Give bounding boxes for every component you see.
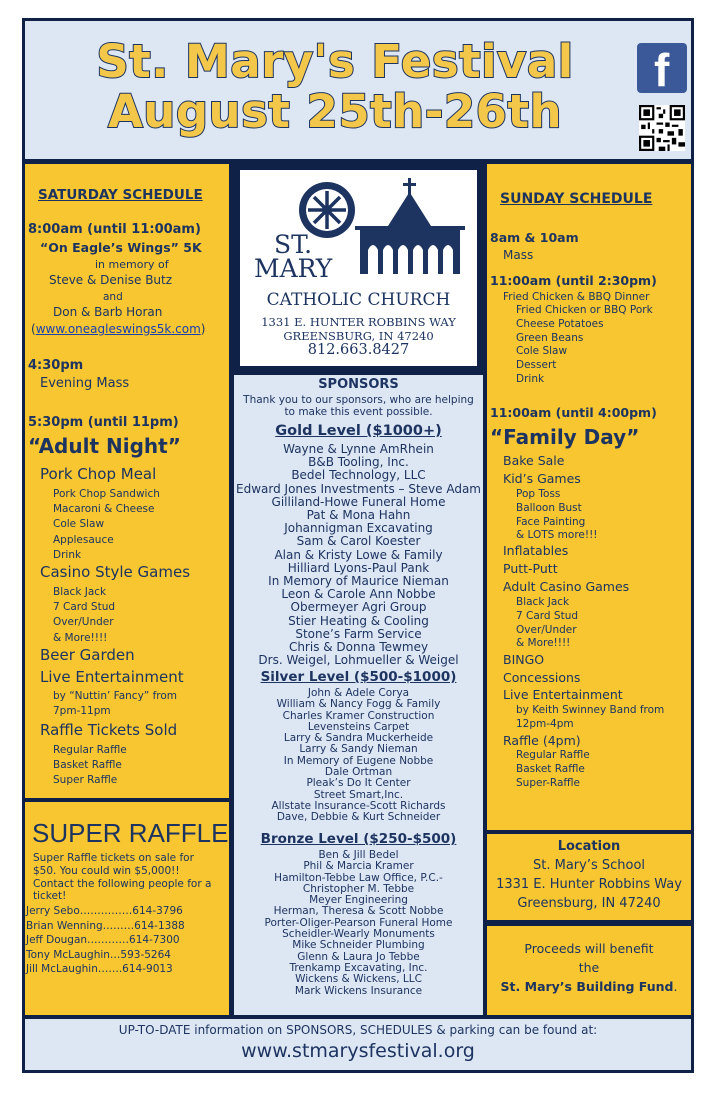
gold-sponsor: Edward Jones Investments – Steve Adam [236,481,481,496]
festival-title: St. Mary's Festival [96,35,574,88]
silver-sponsor: Dave, Debbie & Kurt Schneider [276,811,441,824]
run-url-link[interactable]: www.oneagleswings5k.com [35,322,201,336]
gold-sponsor: Gilliland-Howe Funeral Home [271,494,446,509]
sunday-casino-item: 7 Card Stud [516,609,579,622]
gold-sponsor: Alan & Kristy Lowe & Family [274,547,443,562]
run-and: and [103,291,123,303]
church-address: 1331 E. HUNTER ROBBINS WAY [261,315,456,329]
gold-sponsor: Chris & Donna Tewmey [288,640,429,655]
facebook-icon[interactable]: f [637,43,687,93]
raffle-items [53,743,127,789]
location-address: 1331 E. Hunter Robbins Way [496,877,682,892]
pork-chop-items [53,487,160,563]
super-raffle-contact: Jeff Dougan…………614-7300 [26,934,180,946]
super-raffle-contact: Brian Wenning………614-1388 [26,919,185,932]
location-city: Greensburg, IN 47240 [517,896,661,911]
gold-level-heading: Gold Level ($1000+) [275,423,442,439]
location-name: St. Mary’s School [532,858,646,873]
beer-garden: Beer Garden [40,646,135,664]
run-link: (www.oneagleswings5k.com) [31,322,206,336]
silver-sponsor: William & Nancy Fogg & Family [276,698,441,711]
gold-sponsor: B&B Tooling, Inc. [308,455,409,470]
bronze-sponsor: Mark Wickens Insurance [294,984,423,997]
sunday-casino-items [516,596,578,651]
gold-sponsor: Stier Heating & Cooling [288,613,429,628]
super-raffle-text-line: $50. You could win $5,000!! [33,864,180,877]
raffle-tickets: Raffle Tickets Sold [40,721,178,739]
gold-sponsor: Wayne & Lynne AmRhein [283,442,434,456]
silver-sponsors-list [234,688,483,824]
run-time: 8:00am (until 11:00am) [28,222,201,237]
footer-website-link[interactable]: www.stmarysfestival.org [241,1040,475,1062]
live-time: 7pm-11pm [53,705,111,717]
sponsors-heading: SPONSORS [318,377,399,392]
silver-sponsor: Allstate Insurance-Scott Richards [271,799,446,812]
kids-game-item: Balloon Bust [516,501,582,514]
kids-games-items [516,488,598,543]
pork-chop-item: Applesauce [53,533,114,546]
footer [25,1019,691,1070]
bronze-sponsor: Meyer Engineering [309,894,408,907]
super-raffle-contacts [26,904,185,977]
bronze-sponsor: Mike Schneider Plumbing [292,939,425,952]
silver-sponsor: Dale Ortman [324,766,393,779]
run-name: “On Eagle’s Wings” 5K [40,240,202,255]
family-day-title: “Family Day” [490,425,640,449]
footer-info: UP-TO-DATE information on SPONSORS, SCHEDULES & parking can be found at: [118,1023,598,1037]
qr-code-icon[interactable] [639,105,685,151]
super-raffle-contact: Jill McLaughin…….614-9013 [26,963,173,975]
sunday-raffle-item: Basket Raffle [516,762,585,775]
raffle-item: Regular Raffle [53,744,127,756]
super-raffle-text [33,852,211,903]
evening-mass: Evening Mass [40,376,130,391]
super-raffle-contact: Tony McLaughin…593-5264 [26,948,171,961]
bronze-sponsor: Wickens & Wickens, LLC [295,973,422,986]
pork-chop-item: Macaroni & Cheese [53,503,155,516]
proceeds-line-1: Proceeds will benefit [524,941,654,956]
gold-sponsor: Sam & Carol Koester [296,534,421,549]
bronze-sponsor: Trenkamp Excavating, Inc. [289,961,428,974]
silver-sponsor: Street Smart,Inc. [313,788,404,801]
bronze-sponsor: Hamilton-Tebbe Law Office, P.C.- [274,871,443,884]
casino-games: Casino Style Games [40,563,191,581]
dinner-title: Fried Chicken & BBQ Dinner [503,291,650,303]
bronze-sponsor: Glenn & Laura Jo Tebbe [297,950,420,963]
gold-sponsor: Leon & Carole Ann Nobbe [281,587,436,602]
run-memory: in memory of [95,258,169,271]
dinner-item: Drink [516,372,545,385]
sponsors-intro-1: Thank you to our sponsors, who are helping [243,394,474,406]
dinner-item: Cole Slaw [516,345,568,358]
bronze-sponsor: Phil & Marcia Kramer [303,860,414,873]
family-day-time: 11:00am (until 4:00pm) [490,405,657,420]
super-raffle-text-line: Contact the following people for a [33,877,212,890]
gold-sponsor: Johannigman Excavating [284,521,433,536]
location-panel [487,834,691,920]
casino-item: Over/Under [53,616,114,629]
header [25,21,691,159]
sunday-live-entertainment: Live Entertainment [503,687,623,702]
concessions: Concessions [503,670,581,685]
sunday-heading: SUNDAY SCHEDULE [500,191,653,207]
sunday-raffle-items [516,749,590,790]
mass-time: 4:30pm [28,358,84,373]
church-name: CATHOLIC CHURCH [266,290,451,310]
gold-sponsor: Obermeyer Agri Group [290,600,427,615]
dinner-item: Cheese Potatoes [516,317,604,330]
sunday-raffle-item: Regular Raffle [516,749,590,761]
live-entertainment: Live Entertainment [40,668,184,686]
sunday-casino-item: Black Jack [516,596,570,608]
sunday-raffle: Raffle (4pm) [503,733,581,748]
silver-sponsor: Larry & Sandra Muckerheide [283,732,434,745]
silver-sponsor: In Memory of Eugene Nobbe [283,754,434,767]
sponsors-intro-2: to make this event possible. [284,406,433,418]
dinner-item: Green Beans [516,331,584,344]
proceeds-line-2: the [578,960,600,975]
sunday-live-band: by Keith Swinney Band from [516,704,665,716]
bronze-sponsor: Ben & Jill Bedel [318,849,399,861]
kids-game-item: Face Painting [516,515,586,528]
church-logo [234,164,483,372]
putt-putt: Putt-Putt [503,561,558,576]
saturday-heading: SATURDAY SCHEDULE [38,187,203,203]
kids-games: Kid’s Games [503,471,581,486]
casino-item: & More!!!! [53,631,108,644]
location-heading: Location [557,839,621,854]
kids-game-item: Pop Toss [516,488,561,500]
casino-item: 7 Card Stud [53,601,116,614]
kids-game-item: & LOTS more!!! [516,529,598,542]
pork-chop-item: Cole Slaw [53,518,105,531]
church-st: ST. [274,230,313,259]
run-names-1: Steve & Denise Butz [49,273,173,287]
pork-chop-item: Pork Chop Sandwich [53,488,160,500]
adult-night-time: 5:30pm (until 11pm) [28,415,179,430]
bronze-sponsor: Scheidler-Wearly Monuments [282,928,435,941]
church-mary: MARY [254,254,333,283]
proceeds-panel [487,926,691,1015]
super-raffle-text-line: Super Raffle tickets on sale for [33,852,194,864]
adult-casino-games: Adult Casino Games [503,579,630,594]
silver-sponsor: John & Adele Corya [307,687,410,699]
silver-sponsor: Larry & Sandy Nieman [299,743,418,756]
run-names-2: Don & Barb Horan [53,305,163,319]
dinner-time: 11:00am (until 2:30pm) [490,273,657,288]
bronze-sponsors-list [234,850,483,997]
gold-sponsor: Pat & Mona Hahn [306,508,411,523]
bake-sale: Bake Sale [503,453,565,468]
inflatables: Inflatables [503,543,569,558]
festival-dates: August 25th-26th [107,85,563,138]
casino-item: Black Jack [53,586,107,598]
silver-sponsor: Pleak’s Do It Center [306,777,411,790]
live-band: by “Nuttin’ Fancy” from [53,690,178,702]
sponsors-panel [234,375,483,1015]
silver-level-heading: Silver Level ($500-$1000) [260,669,457,685]
gold-sponsor: Bedel Technology, LLC [291,468,426,483]
church-city: GREENSBURG, IN 47240 [283,329,434,343]
proceeds-line-3: St. Mary’s Building Fund. [500,979,678,994]
silver-sponsor: Charles Kramer Construction [282,709,435,722]
bronze-sponsor: Porter-Oliger-Pearson Funeral Home [264,916,453,929]
bingo: BINGO [503,652,545,667]
adult-night-title: “Adult Night” [28,434,181,458]
sunday-raffle-item: Super-Raffle [516,776,580,789]
bronze-level-heading: Bronze Level ($250-$500) [260,831,457,847]
super-raffle-text-line: ticket! [33,890,67,903]
dinner-items [516,304,653,387]
sunday-mass: Mass [503,248,534,262]
sunday-mass-time: 8am & 10am [490,230,579,245]
raffle-item: Super Raffle [53,774,118,787]
casino-items [53,585,115,646]
dinner-item: Dessert [516,359,557,372]
gold-sponsor: Drs. Weigel, Lohmueller & Weigel [258,653,459,668]
super-raffle-contact: Jerry Sebo……………614-3796 [26,905,183,917]
sunday-casino-item: Over/Under [516,623,577,636]
bronze-sponsor: Christopher M. Tebbe [302,882,415,895]
silver-sponsor: Levensteins Carpet [307,720,410,733]
pork-chop-item: Drink [53,548,82,561]
gold-sponsor: Hilliard Lyons-Paul Pank [287,560,430,575]
pork-chop-meal: Pork Chop Meal [40,465,157,483]
gold-sponsors-list [234,443,483,667]
church-phone: 812.663.8427 [307,342,410,358]
super-raffle-heading: SUPER RAFFLE [32,818,229,848]
sunday-live-time: 12pm-4pm [516,718,574,730]
gold-sponsor: Stone’s Farm Service [295,626,422,641]
gold-sponsor: In Memory of Maurice Nieman [268,574,449,589]
dinner-item: Fried Chicken or BBQ Pork [516,304,653,316]
bronze-sponsor: Herman, Theresa & Scott Nobbe [273,905,444,918]
raffle-item: Basket Raffle [53,759,122,772]
sunday-casino-item: & More!!!! [516,637,571,650]
